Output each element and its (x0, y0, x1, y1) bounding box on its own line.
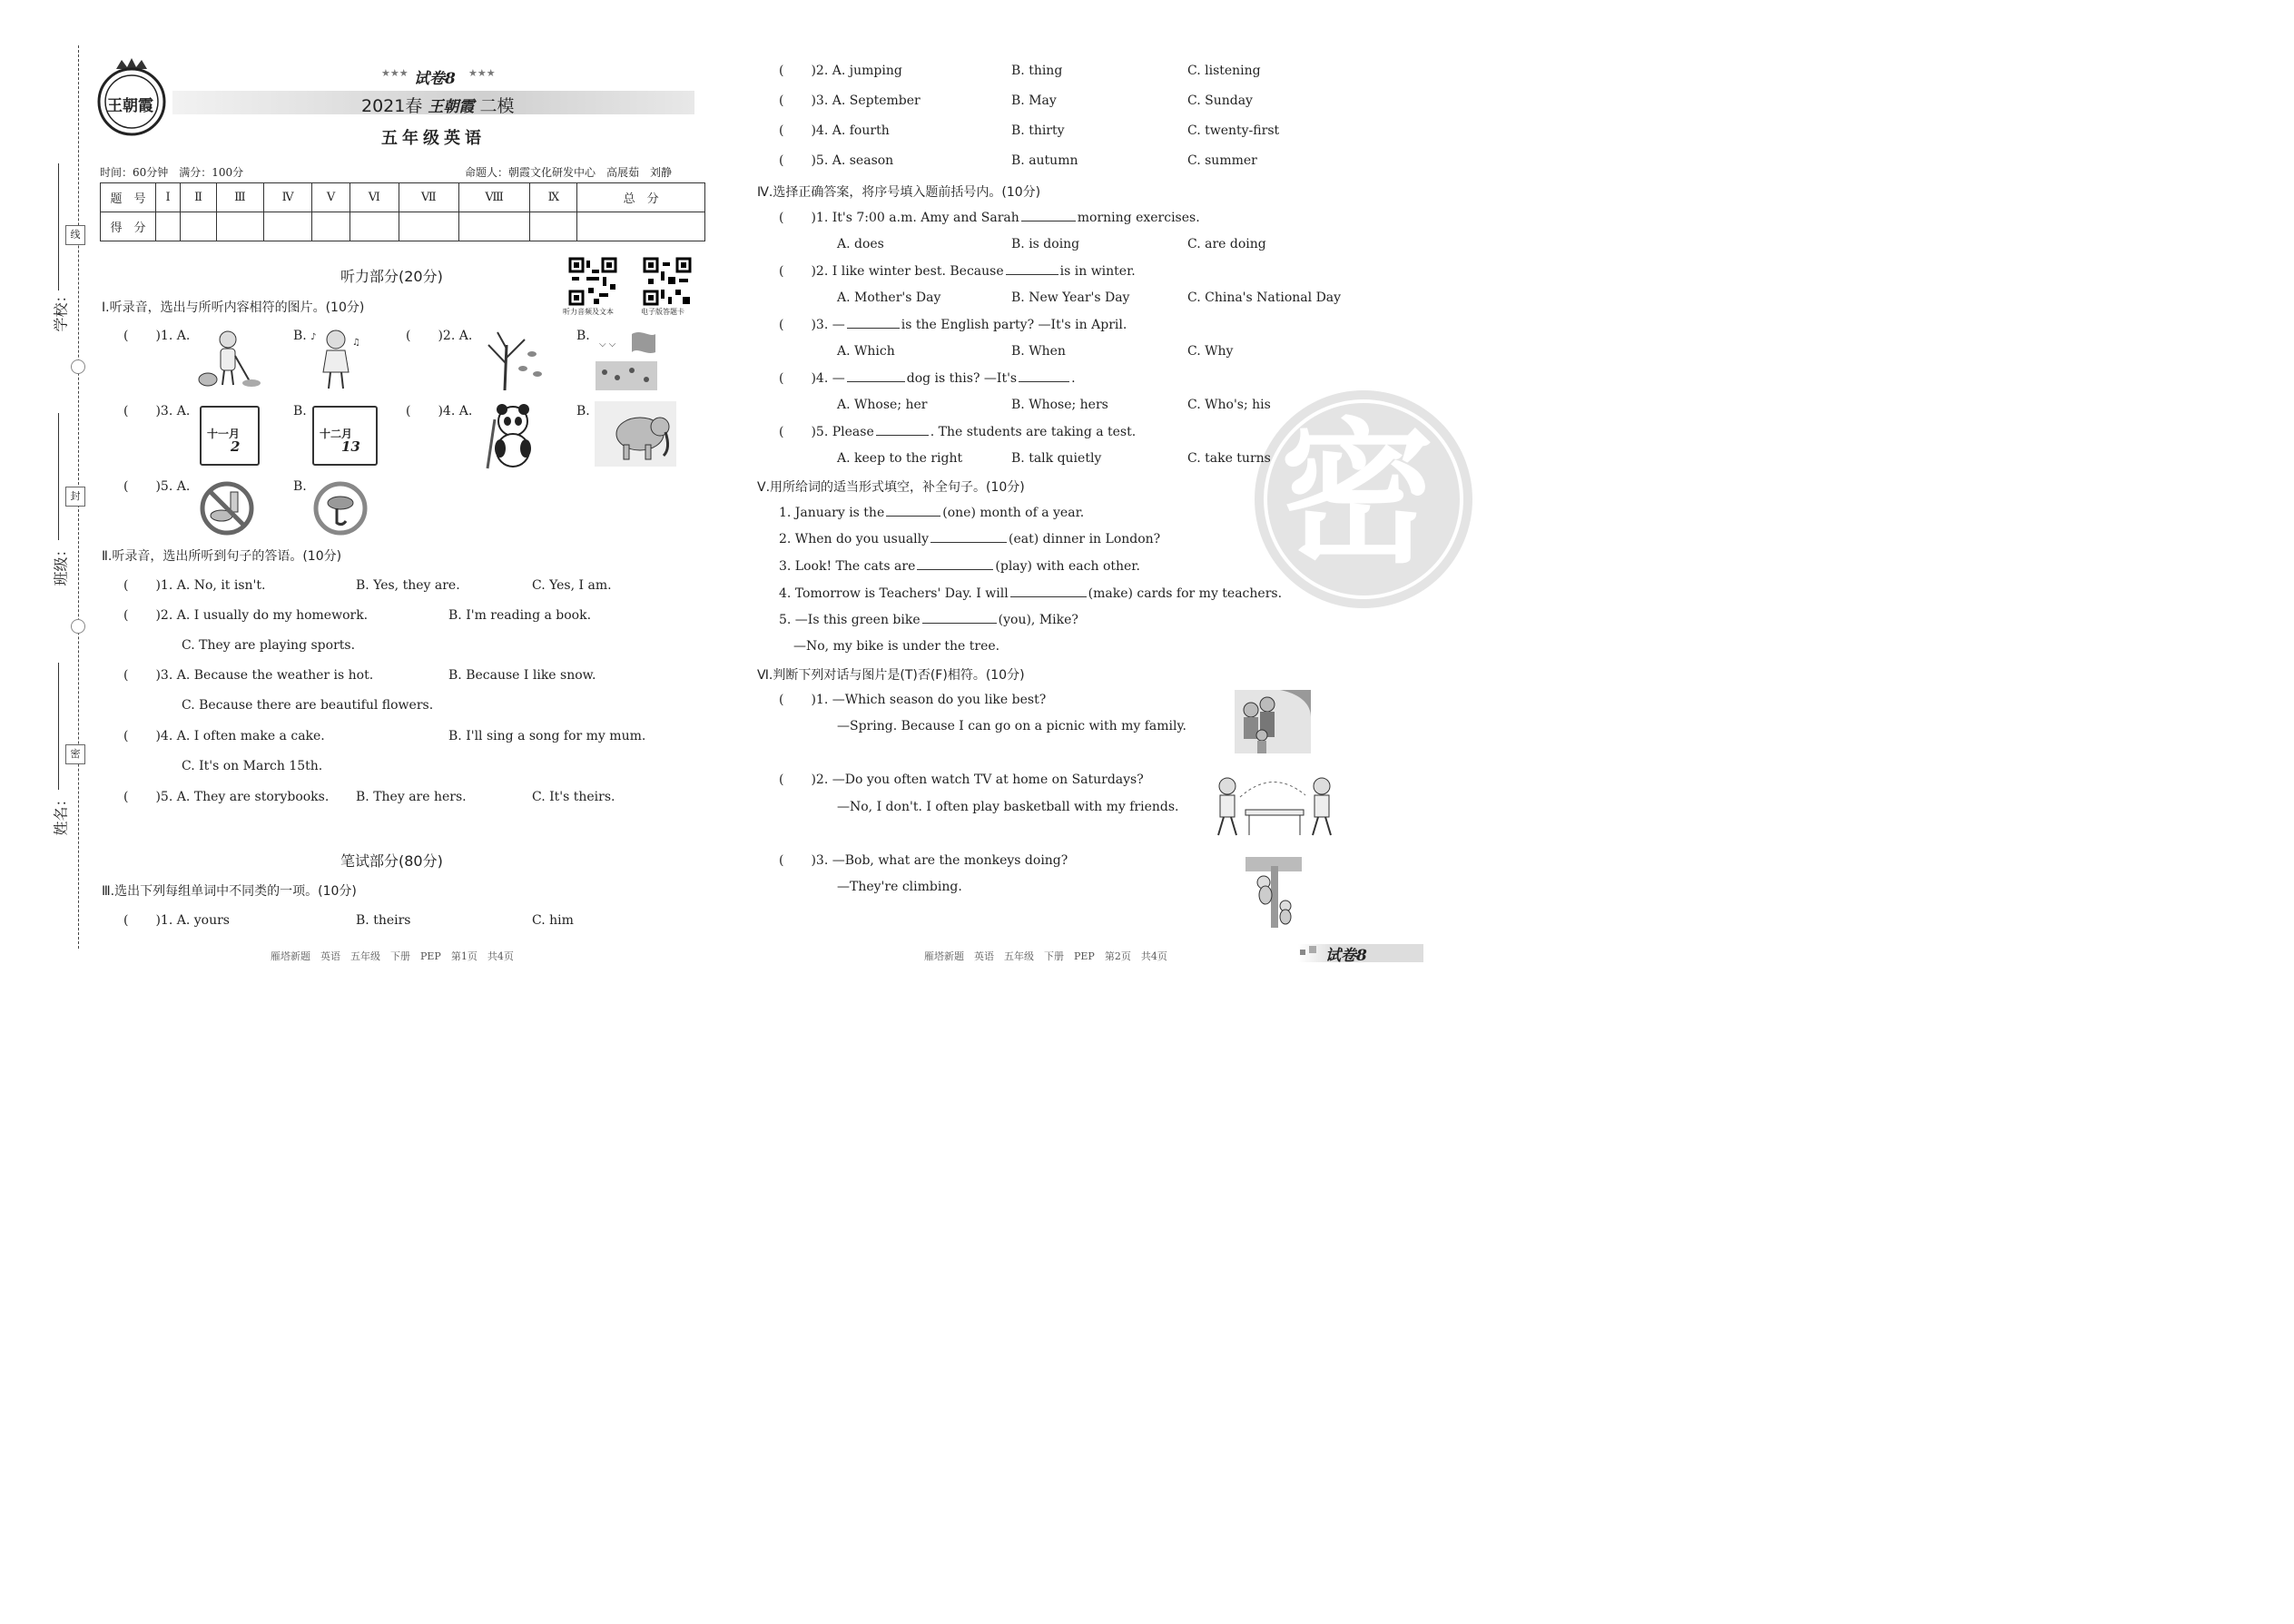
option-b: B. is doing (1011, 237, 1080, 251)
option-b: B. (576, 404, 590, 418)
option-c: C. take turns (1187, 451, 1271, 466)
calendar-month: 十二月 (320, 428, 353, 440)
question: ( )4. A. fourth (779, 123, 890, 138)
badge-stars: ★★★ (381, 67, 409, 79)
option-b: B. (293, 404, 307, 418)
score-value-row (101, 212, 705, 241)
question: ( )2. I like winter best. Because is in winter. (779, 264, 1136, 279)
school-label: 学校： (52, 288, 70, 332)
binding-hole-icon (71, 359, 85, 374)
score-input-cell[interactable] (458, 212, 530, 241)
option-b: B. talk quietly (1011, 451, 1102, 466)
written-heading: 笔试部分(80分) (340, 852, 443, 870)
section-6-title: Ⅵ.判断下列对话与图片是(T)否(F)相符。(10分) (757, 668, 1025, 683)
score-input-cell[interactable] (350, 212, 399, 241)
question: ( )3. A. (123, 404, 191, 418)
picture-family-picnic[interactable] (1235, 690, 1311, 753)
section-4-title: Ⅳ.选择正确答案，将序号填入题前括号内。(10分) (757, 185, 1041, 200)
quiet-sign-icon[interactable] (313, 481, 368, 536)
page-footer-2: 雁塔新题 英语 五年级 下册 PEP 第2页 共4页 (924, 950, 1167, 962)
option-c: C. They are playing sports. (182, 638, 356, 653)
question: ( )4. — dog is this? —It's . (779, 371, 1076, 386)
score-col-5: Ⅴ (312, 183, 350, 212)
fill-sentence-line2: —No, my bike is under the tree. (793, 639, 1000, 654)
score-input-cell[interactable] (577, 212, 705, 241)
class-field[interactable] (58, 413, 59, 540)
option-b: B. I'll sing a song for my mum. (448, 729, 646, 743)
name-label: 姓名： (52, 792, 70, 836)
question: ( )3. — is the English party? —It's in April. (779, 318, 1127, 332)
binding-hole-icon (71, 619, 85, 634)
picture-bare-tree[interactable] (478, 327, 546, 392)
option-c: C. Who's; his (1187, 398, 1271, 412)
score-total-cell: 总 分 (577, 183, 705, 212)
svg-text:♪: ♪ (310, 332, 317, 342)
question: ( )5. A. season (779, 153, 894, 168)
question: ( )5. A. (123, 479, 191, 494)
svg-text:♫: ♫ (352, 338, 360, 348)
option-c: C. China's National Day (1187, 290, 1342, 305)
corner-square-icon (1309, 946, 1316, 953)
question: ( )5. Please . The students are taking a test. (779, 425, 1137, 439)
page-footer-1: 雁塔新题 英语 五年级 下册 PEP 第1页 共4页 (271, 950, 514, 962)
option-b: B. (293, 479, 307, 494)
question: ( )1. A. No, it isn't. (123, 578, 266, 593)
svg-text:⌵ ⌵: ⌵ ⌵ (599, 340, 616, 349)
question: ( )2. A. (406, 329, 473, 343)
option-b: B. thing (1011, 64, 1063, 78)
calendar-day: 2 (231, 438, 241, 455)
qr-caption-audio: 听力音频及文本 (563, 308, 614, 316)
option-a: A. Which (837, 344, 895, 359)
answer-blank[interactable] (922, 612, 997, 624)
option-c: C. Yes, I am. (532, 578, 612, 593)
name-field[interactable] (58, 663, 59, 790)
option-b: B. (576, 329, 590, 343)
watermark-seal (1255, 390, 1472, 608)
option-b: B. Whose; hers (1011, 398, 1108, 412)
question: ( )3. A. Because the weather is hot. (123, 668, 374, 683)
score-input-cell[interactable] (263, 212, 312, 241)
exam-badge: 试卷8 (414, 70, 456, 88)
question: ( )4. A. (406, 404, 473, 418)
section-2-title: Ⅱ.听录音，选出所听到句子的答语。(10分) (102, 549, 342, 564)
score-col-1: Ⅰ (156, 183, 181, 212)
section-3-title: Ⅲ.选出下列每组单词中不同类的一项。(10分) (102, 884, 357, 899)
score-col-4: Ⅳ (263, 183, 312, 212)
question: ( )5. A. They are storybooks. (123, 790, 330, 804)
calendar-dec-13[interactable] (312, 406, 378, 466)
binding-mark-xian: 线 (65, 225, 85, 245)
binding-mark-mi: 密 (65, 744, 85, 764)
score-col-9: Ⅸ (530, 183, 577, 212)
score-input-cell[interactable] (156, 212, 181, 241)
option-b: B. When (1011, 344, 1066, 359)
option-c: C. It's theirs. (532, 790, 615, 804)
option-c: C. him (532, 913, 574, 928)
question: ( )4. A. I often make a cake. (123, 729, 325, 743)
calendar-month: 十一月 (207, 428, 241, 440)
option-a: A. keep to the right (837, 451, 963, 466)
option-b: B. I'm reading a book. (448, 608, 592, 623)
watermark-text: 密 (1280, 405, 1435, 585)
fill-sentence: 3. Look! The cats are (play) with each other. (779, 559, 1140, 574)
option-b: B. Because I like snow. (448, 668, 596, 683)
option-a: A. Mother's Day (837, 290, 941, 305)
score-col-2: Ⅱ (181, 183, 217, 212)
option-c: C. Sunday (1187, 94, 1253, 108)
question: ( )2. —Do you often watch TV at home on Saturdays? (779, 773, 1144, 787)
option-b: B. (293, 329, 307, 343)
section-5-title: Ⅴ.用所给词的适当形式填空，补全句子。(10分) (757, 480, 1025, 495)
picture-monkeys-climbing[interactable] (1245, 857, 1302, 928)
option-b: B. New Year's Day (1011, 290, 1130, 305)
picture-panda[interactable] (478, 401, 544, 470)
option-b: B. thirty (1011, 123, 1065, 138)
school-field[interactable] (58, 163, 59, 290)
score-input-cell[interactable] (181, 212, 217, 241)
score-input-cell[interactable] (530, 212, 577, 241)
qr-code-audio-icon[interactable] (568, 257, 617, 306)
option-c: C. Because there are beautiful flowers. (182, 698, 434, 713)
option-b: B. They are hers. (356, 790, 467, 804)
fill-sentence: 2. When do you usually (eat) dinner in London? (779, 532, 1161, 546)
option-c: C. It's on March 15th. (182, 759, 323, 773)
badge-stars: ★★★ (468, 67, 496, 79)
question: ( )1. —Which season do you like best? (779, 693, 1047, 707)
score-col-7: Ⅶ (399, 183, 458, 212)
authors-info: 命题人：朝霞文化研发中心 高展茹 刘静 (465, 166, 673, 179)
logo-text: 王朝霞 (107, 97, 153, 115)
score-col-6: Ⅵ (350, 183, 399, 212)
logo (91, 56, 172, 138)
subject-title: 五年级英语 (381, 129, 486, 148)
question: ( )1. A. yours (123, 913, 230, 928)
score-table (100, 182, 705, 241)
question: ( )1. A. (123, 329, 191, 343)
section-1-title: Ⅰ.听录音，选出与所听内容相符的图片。(10分) (102, 300, 365, 315)
fill-sentence: 5. —Is this green bike (you), Mike? (779, 613, 1078, 627)
question: ( )2. A. jumping (779, 64, 902, 78)
answer-blank[interactable] (886, 505, 940, 517)
option-c: C. Why (1187, 344, 1234, 359)
option-b: B. autumn (1011, 153, 1078, 168)
picture-girl-vacuuming[interactable] (195, 329, 268, 390)
question: ( )2. A. I usually do my homework. (123, 608, 369, 623)
picture-spring-garden[interactable] (596, 329, 657, 390)
score-label-cell: 得 分 (101, 212, 156, 241)
answer-blank[interactable] (917, 558, 993, 570)
listening-heading: 听力部分(20分) (340, 268, 443, 285)
question: ( )3. A. September (779, 94, 921, 108)
score-col-8: Ⅷ (458, 183, 530, 212)
option-c: C. twenty-first (1187, 123, 1280, 138)
question: ( )3. —Bob, what are the monkeys doing? (779, 853, 1068, 868)
picture-ping-pong[interactable] (1209, 772, 1340, 837)
answer-blank[interactable] (930, 531, 1007, 543)
question: ( )1. It's 7:00 a.m. Amy and Sarah morning exercises. (779, 211, 1200, 225)
fill-sentence: 1. January is the (one) month of a year. (779, 506, 1085, 520)
option-a: A. Whose; her (837, 398, 928, 412)
option-b: B. Yes, they are. (356, 578, 460, 593)
picture-elephant[interactable] (595, 401, 676, 467)
option-c: C. listening (1187, 64, 1261, 78)
exam-title: 2021春 王朝霞 二模 (361, 96, 515, 116)
option-a: A. does (837, 237, 884, 251)
answer-blank[interactable] (1010, 586, 1087, 597)
dialogue-answer: —They're climbing. (837, 880, 962, 894)
score-header-row (101, 183, 705, 212)
score-label-cell: 题 号 (101, 183, 156, 212)
corner-exam-badge: 试卷8 (1325, 947, 1367, 965)
dialogue-answer: —Spring. Because I can go on a picnic with my family. (837, 719, 1186, 733)
time-info: 时间：60分钟 满分：100分 (100, 166, 244, 179)
option-b: B. May (1011, 94, 1057, 108)
no-food-sign-icon[interactable] (200, 481, 254, 536)
fill-sentence: 4. Tomorrow is Teachers' Day. I will (make) cards for my teachers. (779, 586, 1283, 601)
corner-square-icon (1300, 950, 1305, 955)
score-col-3: Ⅲ (216, 183, 263, 212)
score-input-cell[interactable] (216, 212, 263, 241)
qr-code-answer-icon[interactable] (643, 257, 692, 306)
qr-caption-answer: 电子版答题卡 (641, 308, 684, 316)
dialogue-answer: —No, I don't. I often play basketball with my friends. (837, 800, 1179, 814)
option-c: C. summer (1187, 153, 1257, 168)
picture-girl-singing[interactable] (309, 327, 363, 392)
option-c: C. are doing (1187, 237, 1266, 251)
class-label: 班级： (52, 542, 70, 586)
calendar-nov-2[interactable] (200, 406, 260, 466)
score-input-cell[interactable] (399, 212, 458, 241)
calendar-day: 13 (341, 438, 360, 455)
binding-mark-feng: 封 (65, 487, 85, 507)
option-b: B. theirs (356, 913, 411, 928)
score-input-cell[interactable] (312, 212, 350, 241)
